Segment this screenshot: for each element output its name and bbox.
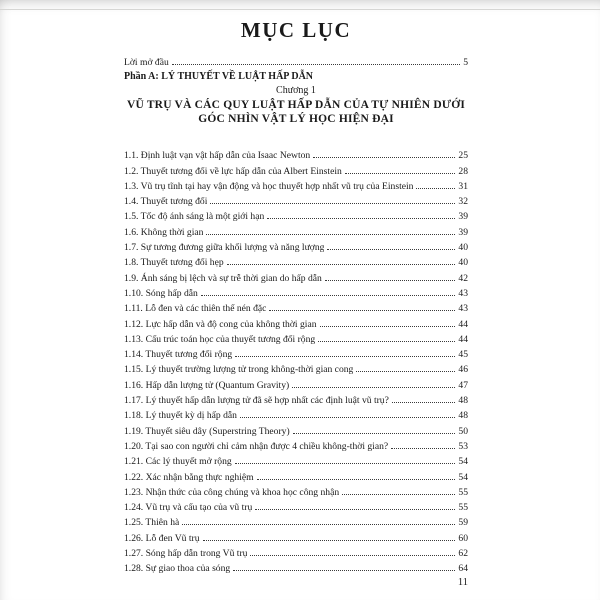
toc-entry-label: 1.3. Vũ trụ tĩnh tại hay vận động và học thuyết hợp nhất vũ trụ của Einstein bbox=[124, 180, 414, 192]
toc-entry-label: 1.4. Thuyết tương đối bbox=[124, 196, 208, 208]
page-number: 11 bbox=[457, 577, 468, 588]
toc-entry-label: 1.26. Lỗ đen Vũ trụ bbox=[124, 532, 200, 544]
toc-entry-page: 45 bbox=[458, 349, 468, 361]
dot-leader bbox=[392, 402, 456, 403]
toc-entry bbox=[124, 378, 468, 393]
toc-entry-page: 42 bbox=[458, 272, 468, 284]
toc-entry-label: Lời mở đầu bbox=[124, 57, 169, 68]
toc-entry bbox=[124, 209, 468, 224]
dot-leader bbox=[356, 371, 455, 372]
toc-entry bbox=[124, 225, 468, 240]
toc-entry-page: 40 bbox=[458, 257, 468, 269]
toc-entry-label: 1.7. Sự tương đương giữa khối lượng và năng lượng bbox=[124, 242, 325, 254]
toc-entry-page: 62 bbox=[458, 548, 468, 560]
page-title: MỤC LỤC bbox=[240, 18, 352, 42]
toc-entry-page: 28 bbox=[458, 165, 468, 177]
toc-entry-label: 1.1. Định luật vạn vật hấp dẫn của Isaac Newton bbox=[124, 150, 311, 162]
dot-leader bbox=[235, 356, 455, 357]
toc-entry bbox=[124, 531, 468, 546]
dot-leader bbox=[269, 310, 455, 311]
dot-leader bbox=[233, 570, 455, 571]
toc-entry-label: 1.16. Hấp dẫn lượng tử (Quantum Gravity) bbox=[124, 379, 290, 391]
toc-entry-page: 59 bbox=[458, 517, 468, 529]
toc-entry-label: 1.28. Sự giao thoa của sóng bbox=[124, 563, 231, 575]
toc-entry-page: 50 bbox=[458, 425, 468, 437]
toc-entry bbox=[124, 500, 468, 515]
toc-entry bbox=[124, 546, 468, 561]
toc-entry-page: 47 bbox=[458, 379, 468, 391]
toc-entry-page: 48 bbox=[458, 395, 468, 407]
dot-leader bbox=[313, 157, 455, 158]
toc-entry bbox=[124, 194, 468, 209]
toc-entry-label: 1.24. Vũ trụ và cấu tạo của vũ trụ bbox=[124, 502, 253, 514]
toc-entry-label: 1.5. Tốc độ ánh sáng là một giới hạn bbox=[124, 211, 265, 223]
toc-entry bbox=[124, 317, 468, 332]
toc-entry bbox=[124, 255, 468, 270]
toc-entry-page: 5 bbox=[463, 57, 468, 68]
toc-entry bbox=[124, 332, 468, 347]
toc-entry-page: 60 bbox=[458, 532, 468, 544]
toc-entry-page: 39 bbox=[458, 211, 468, 223]
toc-entry bbox=[124, 271, 468, 286]
toc-entry bbox=[124, 408, 468, 423]
toc-entry-page: 43 bbox=[458, 303, 468, 315]
dot-leader bbox=[257, 479, 456, 480]
toc-entry bbox=[124, 485, 468, 500]
toc-entry bbox=[124, 301, 468, 316]
toc-entry-label: 1.27. Sóng hấp dẫn trong Vũ trụ bbox=[124, 548, 248, 560]
toc-entry-label: 1.15. Lý thuyết trường lượng tử trong không-thời gian cong bbox=[124, 364, 354, 376]
toc-entry-page: 43 bbox=[458, 287, 468, 299]
toc-entry bbox=[124, 179, 468, 194]
toc-entry-page: 32 bbox=[458, 196, 468, 208]
scan-edge bbox=[0, 9, 600, 10]
toc-entry bbox=[124, 561, 468, 576]
dot-leader bbox=[327, 249, 455, 250]
toc-entry-page: 39 bbox=[458, 226, 468, 238]
toc-entry-label: 1.25. Thiên hà bbox=[124, 517, 180, 529]
toc-entry bbox=[124, 347, 468, 362]
toc-entry-label: 1.19. Thuyết siêu dây (Superstring Theory) bbox=[124, 425, 290, 437]
toc-entry-label: 1.21. Các lý thuyết mở rộng bbox=[124, 456, 232, 468]
dot-leader bbox=[320, 326, 456, 327]
toc-entry-page: 64 bbox=[458, 563, 468, 575]
toc-entry-label: 1.6. Không thời gian bbox=[124, 226, 204, 238]
toc-entry-page: 54 bbox=[458, 471, 468, 483]
toc-entry-label: 1.23. Nhận thức của công chúng và khoa học công nhận bbox=[124, 486, 340, 498]
dot-leader bbox=[293, 433, 456, 434]
dot-leader bbox=[255, 509, 455, 510]
toc-entry-intro bbox=[124, 55, 468, 70]
toc-entry-page: 54 bbox=[458, 456, 468, 468]
chapter-label: Chương 1 bbox=[276, 85, 316, 97]
toc-entry-label: 1.20. Tại sao con người chỉ cảm nhận được 4 chiều không-thời gian? bbox=[124, 440, 389, 452]
dot-leader bbox=[267, 218, 455, 219]
toc-entry-label: 1.18. Lý thuyết kỳ dị hấp dẫn bbox=[124, 410, 237, 422]
toc-entry-label: 1.10. Sóng hấp dẫn bbox=[124, 287, 198, 299]
toc-entry-page: 25 bbox=[458, 150, 468, 162]
toc-entry-page: 55 bbox=[458, 486, 468, 498]
part-a-heading: Phần A: LÝ THUYẾT VỀ LUẬT HẤP DẪN bbox=[124, 71, 314, 83]
toc-entry-page: 44 bbox=[458, 318, 468, 330]
toc-entry-label: 1.17. Lý thuyết hấp dẫn lượng tử đã sẽ hợp nhất các định luật vũ trụ? bbox=[124, 395, 389, 407]
toc-entry-label: 1.22. Xác nhận bằng thực nghiệm bbox=[124, 471, 254, 483]
toc-entry-page: 53 bbox=[458, 440, 468, 452]
dot-leader bbox=[391, 448, 455, 449]
toc-entry bbox=[124, 424, 468, 439]
dot-leader bbox=[172, 64, 460, 65]
chapter-title: VŨ TRỤ VÀ CÁC QUY LUẬT HẤP DẪN CỦA TỰ NHIÊN DƯỚI GÓC NHÌN VẬT LÝ HỌC HIỆN ĐẠI bbox=[126, 99, 466, 126]
dot-leader bbox=[342, 494, 455, 495]
toc-entry bbox=[124, 439, 468, 454]
dot-leader bbox=[250, 555, 455, 556]
toc-entry bbox=[124, 393, 468, 408]
toc-entry-page: 31 bbox=[458, 180, 468, 192]
toc-entry-label: 1.14. Thuyết tương đối rộng bbox=[124, 349, 233, 361]
toc-entry bbox=[124, 286, 468, 301]
dot-leader bbox=[345, 173, 456, 174]
toc-entry-label: 1.12. Lực hấp dẫn và độ cong của không thời gian bbox=[124, 318, 317, 330]
dot-leader bbox=[292, 387, 455, 388]
toc-entry bbox=[124, 164, 468, 179]
dot-leader bbox=[325, 280, 456, 281]
toc-entry-page: 44 bbox=[458, 333, 468, 345]
toc-entry bbox=[124, 362, 468, 377]
dot-leader bbox=[240, 417, 455, 418]
dot-leader bbox=[206, 234, 455, 235]
toc-entry-page: 55 bbox=[458, 502, 468, 514]
dot-leader bbox=[210, 203, 455, 204]
toc-entry-label: 1.2. Thuyết tương đối về lực hấp dẫn của Albert Einstein bbox=[124, 165, 342, 177]
dot-leader bbox=[182, 524, 455, 525]
toc-entry-label: 1.8. Thuyết tương đối hẹp bbox=[124, 257, 224, 269]
toc-entry-page: 46 bbox=[458, 364, 468, 376]
toc-entry-label: 1.9. Ánh sáng bị lệch và sự trễ thời gian do hấp dẫn bbox=[124, 272, 322, 284]
toc-entry-label: 1.11. Lỗ đen và các thiên thể nén đặc bbox=[124, 303, 267, 315]
toc-entry-page: 48 bbox=[458, 410, 468, 422]
toc-entry bbox=[124, 515, 468, 530]
toc-entry bbox=[124, 148, 468, 163]
toc-list bbox=[124, 148, 468, 576]
dot-leader bbox=[235, 463, 456, 464]
dot-leader bbox=[201, 295, 456, 296]
toc-entry bbox=[124, 470, 468, 485]
toc-entry-label: 1.13. Cấu trúc toán học của thuyết tương đối rộng bbox=[124, 333, 316, 345]
toc-entry bbox=[124, 454, 468, 469]
dot-leader bbox=[318, 341, 455, 342]
dot-leader bbox=[416, 188, 455, 189]
toc-entry-page: 40 bbox=[458, 242, 468, 254]
toc-entry bbox=[124, 240, 468, 255]
dot-leader bbox=[227, 264, 456, 265]
dot-leader bbox=[203, 540, 456, 541]
